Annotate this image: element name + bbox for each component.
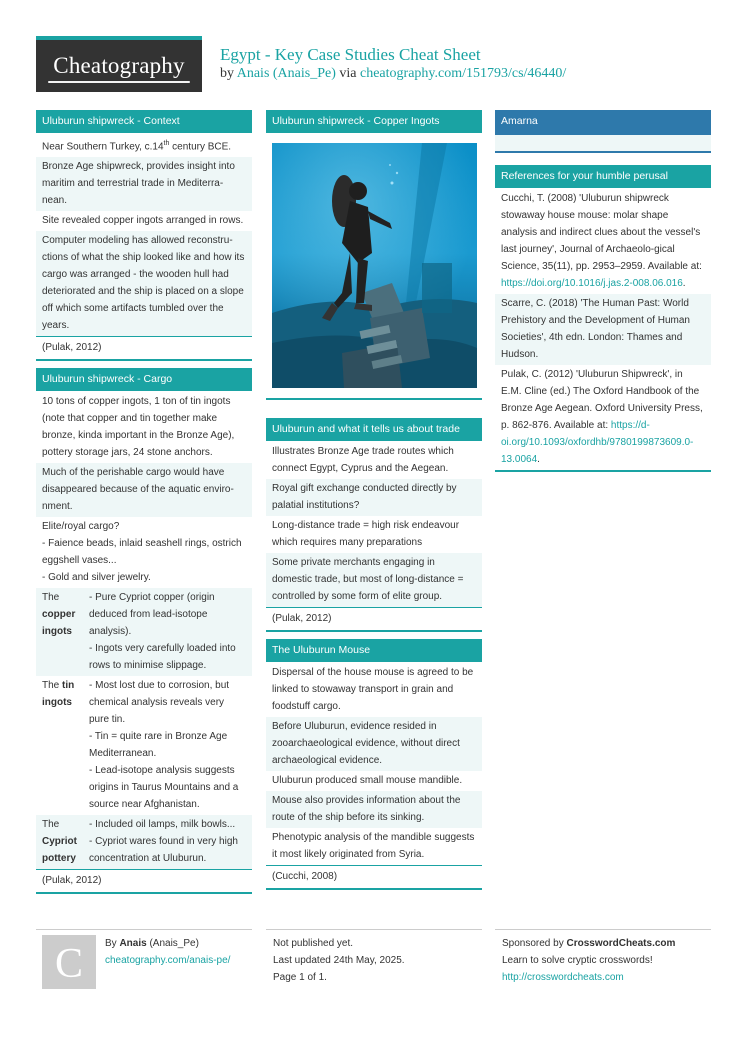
- author-link[interactable]: Anais (Anais_Pe): [236, 66, 336, 81]
- cargo-row-3: Elite/royal cargo? - Faience beads, inlaid seashell rings, ostrich eggshell vases... - Gold and silver jewelry.: [42, 521, 242, 584]
- cargo-section: [36, 368, 252, 894]
- sponsor-name: CrosswordCheats.com: [566, 938, 676, 949]
- context-row-2: Bronze Age shipwreck, provides insight into maritim and terrestrial trade in Mediterra-nean.: [36, 157, 252, 211]
- ingots-image-wrap: [266, 133, 482, 398]
- reference-2: Scarre, C. (2018) 'The Human Past: World Prehistory and the Development of Human Societies', 4th edn. London: Thames and Hudson.: [495, 294, 711, 365]
- amarna-section: [495, 110, 711, 135]
- byline: [220, 66, 566, 82]
- context-source: (Pulak, 2012): [36, 336, 252, 359]
- logo-underline: [48, 81, 190, 83]
- mouse-row-1: Dispersal of the house mouse is agreed to be linked to stowaway transport in grain and foodstuff cargo.: [272, 667, 474, 712]
- cheatography-logo[interactable]: [36, 36, 202, 92]
- context-section-title: Uluburun shipwreck - Context: [36, 110, 252, 133]
- footer-status: [273, 935, 405, 986]
- ingots-section: [266, 110, 482, 400]
- byline-via: via: [339, 66, 357, 81]
- mouse-row-3: Uluburun produced small mouse mandible.: [272, 775, 463, 786]
- copper-key: The copper ingots: [42, 592, 76, 638]
- page-number: Page 1 of 1.: [273, 972, 327, 983]
- pottery-value: - Included oil lamps, milk bowls... - Cypriot wares found in very high concentration at Uluburun.: [89, 819, 238, 865]
- column-1: [36, 110, 252, 901]
- footer-divider-1: [36, 929, 252, 930]
- cargo-tin-row: [36, 676, 252, 815]
- trade-row-4: Some private merchants engaging in domestic trade, but most of long-distance = controlled by some form of elite group.: [266, 553, 482, 607]
- mouse-source: (Cucchi, 2008): [266, 865, 482, 888]
- cargo-pottery-row: [36, 815, 252, 869]
- footer-sponsor: Sponsored by CrosswordCheats.com Learn to solve cryptic crosswords! http://crosswordcheats.com: [502, 935, 675, 986]
- reference-3-link[interactable]: https://d-oi.org/10.1093/oxfordhb/9780199873609.0-13.0064: [501, 420, 694, 465]
- tin-value: - Most lost due to corrosion, but chemical analysis reveals very pure tin. - Tin = quite rare in Bronze Age Mediterranean. - Lead-isotope analysis suggests origins in Taurus Mountains and a source near Afghanistan.: [89, 680, 239, 811]
- column-2: [266, 110, 482, 897]
- cargo-row-1: 10 tons of copper ingots, 1 ton of tin ingots (note that copper and tin together make bronze, kinda important in the Bronze Age), pottery storage jars, 24 stone anchors.: [42, 396, 235, 459]
- sponsor-tagline: Learn to solve cryptic crosswords!: [502, 955, 653, 966]
- references-section: [495, 165, 711, 472]
- ingots-section-title: Uluburun shipwreck - Copper Ingots: [266, 110, 482, 133]
- cargo-row-2: Much of the perishable cargo would have disappeared because of the aquatic enviro-nment.: [36, 463, 252, 517]
- trade-row-1: Illustrates Bronze Age trade routes which connect Egypt, Cyprus and the Aegean.: [272, 446, 454, 474]
- trade-row-3: Long-distance trade = high risk endeavour which requires many preparations: [272, 520, 460, 548]
- mouse-section: [266, 639, 482, 890]
- cargo-section-title: Uluburun shipwreck - Cargo: [36, 368, 252, 391]
- avatar-letter: C: [54, 941, 83, 987]
- reference-1-link[interactable]: https://doi.org/10.1016/j.jas.2-008.06.016: [501, 278, 683, 289]
- footer-divider-3: [495, 929, 711, 930]
- cargo-source: (Pulak, 2012): [36, 869, 252, 892]
- copper-value: - Pure Cypriot copper (origin deduced from lead-isotope analysis). - Ingots very carefully loaded into rows to minimise slippage.: [89, 592, 236, 672]
- reference-3: Pulak, C. (2012) 'Uluburun Shipwreck', in E.M. Cline (ed.) The Oxford Handbook of the Bronze Age Aegean. Oxford University Press, p. 862-876. Available at: https://d-oi.org/10.1093/oxfordhb/9780199873609.0-13.0064.: [501, 369, 703, 465]
- footer-author-name: Anais: [119, 938, 147, 949]
- tin-key: The tin ingots: [42, 680, 75, 709]
- footer-author-link[interactable]: cheatography.com/anais-pe/: [105, 955, 231, 966]
- sponsor-link[interactable]: http://crosswordcheats.com: [502, 972, 624, 983]
- logo-text: Cheatography: [53, 53, 185, 78]
- trade-section: [266, 418, 482, 632]
- sheet-url-link[interactable]: cheatography.com/151793/cs/46440/: [360, 66, 567, 81]
- reference-1: Cucchi, T. (2008) 'Uluburun shipwreck stowaway house mouse: molar shape analysis and indirect clues about the vessel's last journey', Journal of Archaeolo-gical Science, 35(11), pp. 2953–2959. Available at: https://doi.org/10.1016/j.jas.2-008.06.016.: [501, 193, 702, 289]
- context-row-1: Near Southern Turkey, c.14th century BCE.: [42, 140, 232, 153]
- amarna-body: [495, 135, 711, 153]
- footer-author: By Anais (Anais_Pe) cheatography.com/anais-pe/: [105, 935, 230, 969]
- mouse-row-2: Before Uluburun, evidence resided in zooarchaeological evidence, without direct archaeological evidence.: [266, 717, 482, 771]
- diver-copper-ingots-image: [272, 143, 477, 388]
- trade-source: (Pulak, 2012): [266, 607, 482, 630]
- column-3: [495, 110, 711, 479]
- footer-divider-2: [266, 929, 482, 930]
- page-title: Egypt - Key Case Studies Cheat Sheet: [220, 45, 481, 64]
- mouse-section-title: The Uluburun Mouse: [266, 639, 482, 662]
- amarna-section-title: Amarna: [495, 110, 711, 133]
- references-section-title: References for your humble perusal: [495, 165, 711, 188]
- context-section: [36, 110, 252, 361]
- last-updated: Last updated 24th May, 2025.: [273, 955, 405, 966]
- author-avatar[interactable]: [42, 935, 96, 989]
- trade-row-2: Royal gift exchange conducted directly by palatial institutions?: [266, 479, 482, 516]
- pottery-key: The Cypriot pottery: [42, 819, 77, 865]
- byline-by: by: [220, 66, 234, 81]
- trade-section-title: Uluburun and what it tells us about trade: [266, 418, 482, 441]
- context-row-3: Site revealed copper ingots arranged in rows.: [42, 215, 244, 227]
- mouse-row-4: Mouse also provides information about the route of the ship before its sinking.: [266, 791, 482, 828]
- cargo-copper-row: [36, 588, 252, 676]
- publish-status: Not published yet.: [273, 938, 354, 949]
- context-row-4: Computer modeling has allowed reconstru-ctions of what the ship looked like and how its cargo was arranged - the wooden hull had deteriorated and the ship is placed on a slope off which some artifacts tumbled over the years.: [36, 231, 252, 336]
- mouse-row-5: Phenotypic analysis of the mandible suggests it most likely originated from Syria.: [272, 832, 475, 860]
